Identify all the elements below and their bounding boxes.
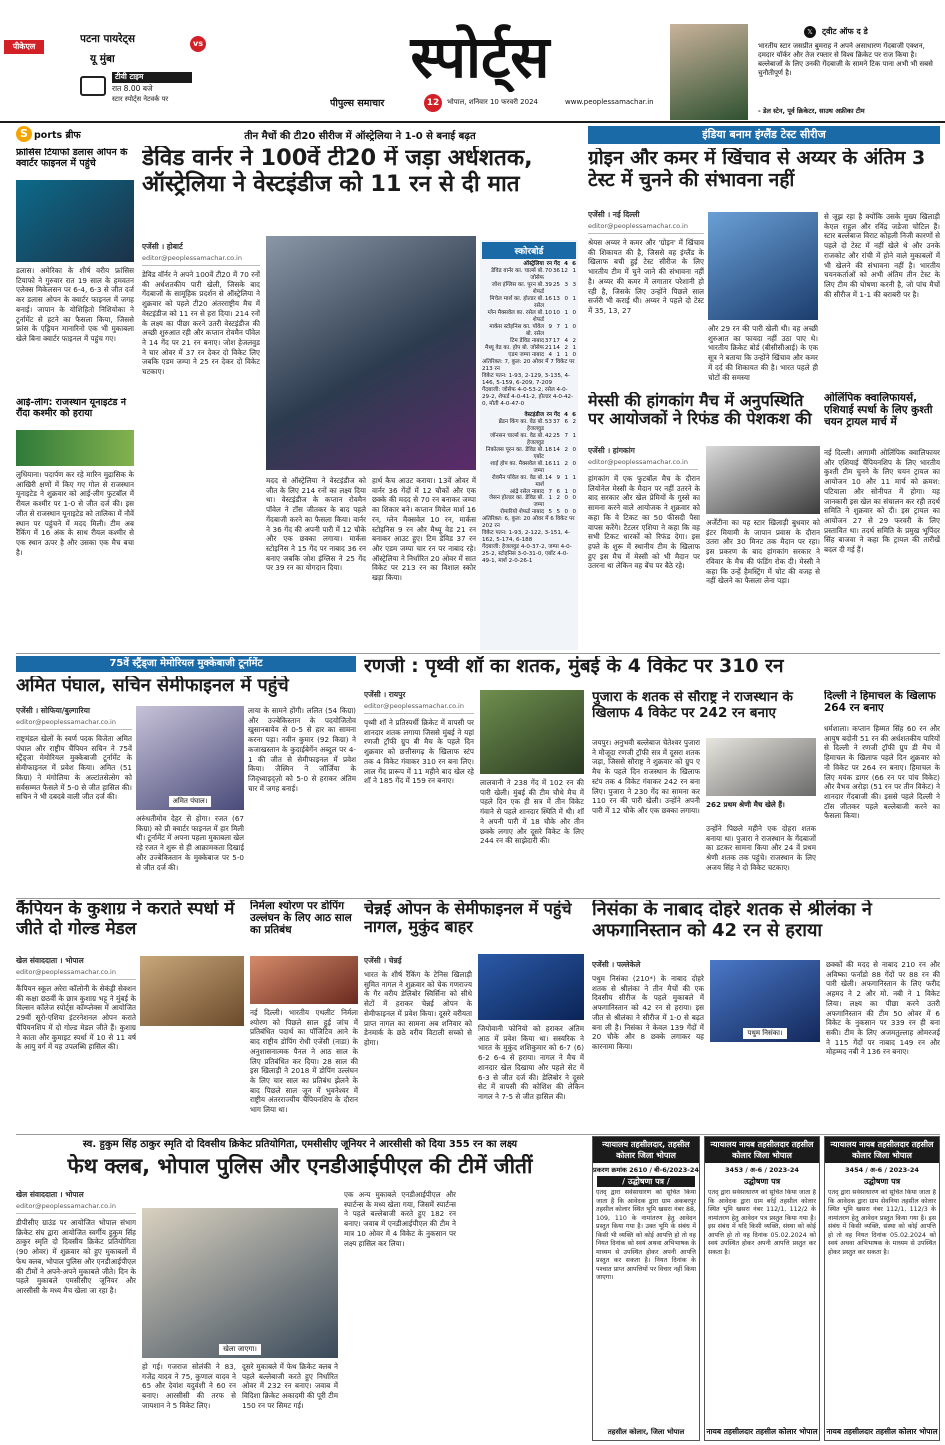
warner-col-3: हार्थ कैच आउट कराया। 13वें ओवर में वार्नर 36 गेंदों में 12 चौकों और एक छक्के की मदद से 70 रन बनाकर जम्पा का शिकार बने। कप्तान मिचेल मार्श 16 रन, ग्लेन मैक्सवेल 10 रन, मार्कस स्टोइनिस 9 रन और मैथ्यू वेड 21 रन बनाकर आउट हुए। टिम डेविड 37 रन और एडम जम्पा चार रन पर नाबाद रहे। ऑस्ट्रेलिया ने निर्धारित 20 ओवर में सात विकेट पर 213 रन का विशाल स्कोर खड़ा किया। bbox=[372, 476, 476, 583]
warner-email: editor@peoplessamachar.co.in bbox=[142, 254, 260, 266]
table-row: शाई होप का. मैक्सवेल बो. जम्पा 16 11 2 0 bbox=[490, 460, 576, 474]
page-number: 12 bbox=[424, 94, 442, 112]
wrestling-story bbox=[824, 392, 940, 650]
iyer-byline: एजेंसी । नई दिल्ली bbox=[588, 210, 640, 219]
messi-story bbox=[588, 392, 820, 650]
boxing-col-2: अरुंधतीमोव देहर से होगा। रजत (67 किग्रा) को प्री क्वार्टर फाइनल में हार मिली थी। टूर्नामेंट में अपना पहला मुकाबला खेल रहे रजत ने शुरू से ही आक्रामकता दिखाई और उज्बेकिस्तान के मुक्केबाज पर 5-0 से जीत दर्ज की। bbox=[136, 814, 244, 872]
notice-1-title: / उद्घोषणा पत्र / bbox=[597, 1176, 695, 1187]
tweet-author: - डेल स्टेन, पूर्व क्रिकेटर, साउथ अफ्रीका टीम bbox=[758, 107, 865, 115]
notice-3-title: उद्घोषणा पत्र bbox=[863, 1177, 901, 1186]
section-title: स्पोर्ट्स bbox=[410, 23, 550, 91]
brief-tag bbox=[16, 126, 134, 144]
club-photo bbox=[142, 1208, 338, 1358]
boxing-col-3: लाया के सामने होंगी। ललित (54 किग्रा) और उज्बेकिस्तान के पदयोजितोव खुसानबायेव से 0-5 से हार का सामना करना पड़ा। नवीन कुमार (92 किग्रा) ने कजाखस्तान के कुदाईबेर्गेन अब्दुल पर 4-1 की जीत से सेमीफाइनल में प्रवेश किया। जैस्मिन ने जॉर्जिया के जिद्ध्वाइद्ज़ो को 5-0 से हराकर अंतिम चार में जगह बनाई। bbox=[248, 706, 356, 793]
panghal-photo bbox=[136, 706, 244, 810]
nissanka-story bbox=[592, 900, 940, 1132]
messi-byline: एजेंसी । हांगकांग bbox=[588, 446, 635, 455]
notice-2-head: न्यायालय नायब तहसीलदार तहसील कोलार जिला भोपाल bbox=[705, 1137, 819, 1163]
ranji-byline: एजेंसी । रायपुर bbox=[364, 690, 406, 699]
boxing-headline: अमित पंघाल, सचिन सेमीफाइनल में पहुंचे bbox=[16, 676, 289, 696]
warner-byline: एजेंसी । होबार्ट bbox=[142, 242, 183, 251]
notice-1-head: न्यायालय तहसीलदार, तहसील कोलार जिला भोपाल bbox=[593, 1137, 699, 1163]
iyer-col-1: श्रेयस अय्यर ने कमर और 'ग्रोइन' में खिंचाव की शिकायत की है, जिससे वह इंग्लैंड के खिलाफ बची हुई टेस्ट सीरीज के लिए भारतीय टीम में चुने जाने की संभावना नहीं है। अय्यर की कमर में लगातार परेशानी हो रही है, जिसके लिए उन्होंने पिछले साल सर्जरी भी कराई थी। अय्यर ने पहले दो टेस्ट में 35, 13, 27 bbox=[588, 238, 704, 316]
table-row: जेसन होल्डर का. डेविड बो. जम्पा 1 2 0 0 bbox=[488, 495, 576, 509]
nirmala-photo bbox=[250, 956, 358, 1004]
club-byline: खेल संवाददाता । भोपाल bbox=[16, 1190, 84, 1199]
panghal-caption: अमित पंघाल। bbox=[169, 796, 212, 807]
karate-email: editor@peoplessamachar.co.in bbox=[16, 968, 136, 980]
warner-col-1: डेविड वॉर्नर ने अपने 100वें टी20 में 70 रनों की अर्धशतकीय पारी खेली, जिसके बाद गेंदबाजों के सामूहिक प्रदर्शन से ऑस्ट्रेलिया ने शुक्रवार को पहले टी20 अंतरराष्ट्रीय मैच में वेस्टइंडीज को 11 रन से हरा दिया। 214 रनों के लक्ष्य का पीछा करने उतरी वेस्टइंडीज की अच्छी शुरुआत रही और कप्तान रोवमैन पॉवेल ने 14 गेंद पर 21 रन बनाए। जोश हेजलवुड ने चार ओवर में 37 रन देकर दो विकेट लिए जबकि एडम जम्पा ने 25 रन देकर दो विकेट चटकाए। bbox=[142, 270, 260, 377]
dateline: भोपाल, शनिवार 10 फरवरी 2024 bbox=[447, 98, 538, 106]
table-row: ग्लेन मैक्सवेल का. रसेल बो. शेफर्ड 10 10 1 0 bbox=[487, 309, 576, 323]
shaw-photo bbox=[480, 690, 584, 774]
scoreboard-rows-2 bbox=[482, 419, 576, 517]
brief-tag-label: ports ब्रीफ bbox=[34, 130, 81, 141]
boxing-banner: 75वें स्ट्रैंड्जा मेमोरियल मुक्केबाजी टूर्नामेंट bbox=[16, 656, 356, 672]
nagal-photo bbox=[478, 954, 584, 1020]
section-divider-2 bbox=[16, 898, 940, 899]
vs-badge: vs bbox=[190, 36, 206, 52]
table-row: रोवमैन पॉवेल का. वेड बो. मार्श 14 9 1 1 bbox=[492, 474, 576, 488]
scoreboard-team-2: वेस्टइंडीज bbox=[524, 411, 544, 418]
boxing-byline: एजेंसी । सोफिया/बुल्गारिया bbox=[16, 706, 90, 715]
sports-brief bbox=[16, 126, 134, 650]
nissanka-caption: पथुम निसंका। bbox=[743, 1028, 786, 1039]
scoreboard-team-1: ऑस्ट्रेलिया bbox=[523, 261, 544, 267]
scoreboard-extras-2: अतिरिक्त: 6, कुल: 20 ओवर में 6 विकेट पर 202 रन bbox=[482, 516, 575, 530]
col-balls: गेंद bbox=[553, 261, 560, 267]
scoreboard-header-1 bbox=[482, 261, 576, 268]
ranji-col-1: पृथ्वी शॉ ने प्रतिस्पर्धी क्रिकेट में वापसी पर शानदार शतक लगाया जिससे मुंबई ने यहां रणजी ट्रॉफी ग्रुप बी मैच के पहले दिन शुक्रवार को छत्तीसगढ़ के खिलाफ स्टंप तक 4 विकेट गंवाकर 310 रन बना लिए। लाल गेंद प्रारूप में 11 महीने बाद खेल रहे शॉ ने 185 गेंद में 159 रन बनाए। bbox=[364, 718, 474, 786]
chennai-headline: चेन्नई ओपन के सेमीफाइनल में पहुंचे नागल, मुकुंद बाहर bbox=[364, 900, 572, 937]
doping-text: नई दिल्ली। भारतीय एथलीट निर्मला श्योरण को पिछले साल हुई जांच में प्रतिबंधित पदार्थ का पॉजिटिव आने के बाद राष्ट्रीय डोपिंग रोधी एजेंसी (नाडा) के अनुशासनात्मक पैनल ने आठ साल के लिए प्रतिबंधित कर दिया। 28 साल की इस खिलाड़ी ने 2018 में डोपिंग उल्लंघन के लिए चार साल का प्रतिबंध झेलने के बाद पिछले साल जून में भुवनेश्वर में राष्ट्रीय अंतरराज्यीय चैंपियनशिप के दौरान भाग लिया था। bbox=[250, 1008, 358, 1115]
table-row: टिम डेविड नाबाद 37 17 4 2 bbox=[510, 337, 576, 344]
messi-col-2: अर्जेंटीना का यह स्टार खिलाड़ी बुधवार को इंटर मियामी के जापान प्रवास के दौरान उतरा और 30 मिनट तक मैदान पर रहा। इस प्रकरण के बाद हांगकांग सरकार ने रविवार के मैच की फंडिंग रोक दी। मेस्सी ने कहा कि उन्हें हैमस्ट्रिंग में चोट की वजह से नहीं खेलने का फैसला लेना पड़ा। bbox=[706, 518, 820, 586]
wrestling-text: नई दिल्ली। आगामी ओलिंपिक क्वालिफायर और एशियाई चैंपियनशिप के लिए भारतीय कुश्ती टीम चुनने के लिए चयन ट्रायल का आयोजन 10 और 11 मार्च को क्रमश: पटियाला और सोनीपत में होगा। यह जानकारी इस खेल का संचालन कर रही तदर्थ समिति ने शुक्रवार को दी। इस ट्रायल का आयोजन 27 से 29 फरवरी के लिए प्रस्तावित था। तदर्थ समिति के प्रमुख भूपिंदर सिंह बाजवा ने कहा कि ट्रायल की तारीखें बदल दी गई हैं। bbox=[824, 448, 940, 555]
pujara-col-1: जयपुर। अनुभवी बल्लेबाज चेतेश्वर पुजारा ने मौजूदा रणजी ट्रॉफी सत्र में दूसरा शतक जड़ा, जिससे सौराष्ट्र ने शुक्रवार को ग्रुप ए मैच के पहले दिन राजस्थान के खिलाफ स्टंप तक 4 विकेट गंवाकर 242 रन बना लिए। पुजारा ने 230 गेंद का सामना कर 110 रन की पारी खेली। उन्होंने अपनी पारी में 12 चौके और एक छक्का लगाया। bbox=[592, 738, 700, 816]
warner-kicker: तीन मैचों की टी20 सीरीज में ऑस्ट्रेलिया ने 1-0 से बनाई बढ़त bbox=[244, 131, 476, 142]
chennai-col-2: जियोवानी फोनियो को हराकर अंतिम आठ में प्रवेश किया था। सस्यरिक ने भारत के मुकुंद शशिकुमार को 6-7 (6) 6-2 6-4 से हराया। नागल ने मैच में शानदार खेल दिखाया और पहले सेट में 6-3 से जीत दर्ज की। डेलिबोर ने दूसरे सेट में वापसी की कोशिश की लेकिन नागल ने 7-5 से जीत हासिल की। bbox=[478, 1024, 584, 1102]
notice-2-case: 3453 / अ-6 / 2023-24 bbox=[725, 1166, 799, 1174]
nissanka-col-1: पथुम निसंका (210*) के नाबाद दोहरे शतक से श्रीलंका ने तीन मैचों की एक दिवसीय सीरीज के पहले मुकाबले में अफगानिस्तान को 42 रन से हराया। इस जीत से श्रीलंका ने सीरीज में 1-0 से बढ़त बना ली है। निसंका ने केवल 139 गेंदों में 20 चौके और 8 छक्के लगाकर यह कारनामा किया। bbox=[592, 974, 704, 1052]
col-fours: 4 bbox=[564, 261, 568, 267]
notice-3-text: एतद् द्वारा सर्वसाधारण को सूचित किया जाता है कि आवेदक द्वारा ग्राम सेवनिया तहसील कोलार स्थित भूमि खसरा नंबर 112/1, 112/3 के नामांतरण हेतु आवेदन प्रस्तुत किया गया है। इस संबंध में किसी व्यक्ति, संस्था को कोई आपत्ति हो तो वह नियत दिनांक 05.02.2024 को स्वयं अथवा अभिभाषक के माध्यम से उपस्थित होकर प्रस्तुत कर सकता है। bbox=[828, 1189, 936, 1256]
table-row: एडम जम्पा नाबाद 4 1 1 0 bbox=[508, 351, 576, 358]
x-icon: 𝕏 bbox=[804, 26, 816, 38]
pkl-team2: यू मुंबा bbox=[90, 53, 115, 65]
karate-headline: कैंपियन के कुशाग्र ने कराते स्पर्धा में जीते दो गोल्ड मेडल bbox=[16, 900, 235, 939]
tv-icon bbox=[80, 76, 106, 96]
col-runs: रन bbox=[546, 261, 552, 267]
notice-1-text: एतद् द्वारा सर्वसाधारण को सूचित किया जाता है कि आवेदक द्वारा ग्राम अकबरपुर तहसील कोलार स्थित भूमि खसरा नंबर 88, 109, 110 के नामांतरण हेतु आवेदन प्रस्तुत किया गया है। उक्त भूमि के संबंध में किसी भी व्यक्ति को कोई आपत्ति हो तो वह नियत दिनांक को स्वयं अथवा अभिभाषक के माध्यम से उपस्थित होकर अपनी आपत्ति प्रस्तुत कर सकता है। नियत दिनांक के पश्चात प्राप्त आपत्तियों पर विचार नहीं किया जाएगा। bbox=[596, 1189, 696, 1281]
section-divider-1 bbox=[16, 653, 940, 654]
club-headline: फेथ क्लब, भोपाल पुलिस और एनडीआईपीएल की टीमें जीतीं bbox=[67, 1154, 533, 1178]
scoreboard-title: स्कोरबोर्ड bbox=[482, 242, 576, 259]
table-row: डेविड वार्नर का. चार्ल्स बो. जोसेफ 70 36 12 1 bbox=[491, 267, 576, 281]
ranji-headline: रणजी : पृथ्वी शॉ का शतक, मुंबई के 4 विकेट पर 310 रन bbox=[364, 656, 784, 677]
table-row: आंद्रे रसेल नाबाद 7 6 1 0 bbox=[509, 488, 576, 495]
notice-3-case: 3454 / अ-6 / 2023-24 bbox=[845, 1166, 919, 1174]
boxing-col-1: राष्ट्रमंडल खेलों के स्वर्ण पदक विजेता अमित पंघाल और राष्ट्रीय चैंपियन सचिन ने 75वें स्ट्रैंड्जा मेमोरियल मुक्केबाजी टूर्नामेंट के सेमीफाइनल में प्रवेश किया। अमित (51 किग्रा) ने मंगोलिया के अल्टांतसेत्सेग को सर्वसम्मत फैसले में 5-0 से जीत हासिल की। सचिन ने भी दबदबे वाली जीत दर्ज की। bbox=[16, 734, 132, 802]
messi-email: editor@peoplessamachar.co.in bbox=[588, 458, 698, 470]
club-email: editor@peoplessamachar.co.in bbox=[16, 1202, 136, 1214]
website: www.peoplessamachar.in bbox=[565, 98, 654, 106]
table-row: जॉनसन चार्ल्स का. वेड बो. हेजलवुड 42 25 7 1 bbox=[489, 432, 576, 446]
nissanka-headline: निसंका के नाबाद दोहरे शतक से श्रीलंका ने अफगानिस्तान को 42 रन से हराया bbox=[592, 900, 872, 941]
table-row: रोमारियो शेफर्ड नाबाद 5 5 0 0 bbox=[500, 509, 576, 516]
ranji-story bbox=[364, 656, 940, 684]
club-col-1: डीपीसीए ग्राउंड पर आयोजित भोपाल संभाग क्रिकेट संघ द्वारा आयोजित स्वर्गीय हुकुम सिंह ठाकुर स्मृति दो दिवसीय क्रिकेट प्रतियोगिता (90 ओवर) में शुक्रवार को हुए मुकाबलों में फेथ क्लब, भोपाल पुलिस और एनडीआईपीएल की टीमों ने अपने-अपने मुकाबले जीते। दिन के पहले मुकाबले एमसीसीए जूनियर और आरसीसी के मध्य मैच खेला जा रहा है। bbox=[16, 1218, 136, 1296]
club-col-4: एक अन्य मुकाबले एनडीआईपीएल और स्पार्टन्स के मध्य खेला गया, जिसमें स्पार्टन्स ने पहले बल्लेबाजी करते हुए 182 रन बनाए। जवाब में एनडीआईपीएल की टीम ने मात्र 10 ओवर में 4 विकेट के नुकसान पर लक्ष्य हासिल कर लिया। bbox=[344, 1190, 456, 1248]
tv-channel: स्टार स्पोर्ट्स नेटवर्क पर bbox=[112, 95, 169, 103]
scoreboard-rows-1 bbox=[482, 268, 576, 359]
table-row: ब्रेंडन किंग का. वेड बो. हेजलवुड 53 37 6 2 bbox=[498, 418, 576, 432]
ranji-email: editor@peoplessamachar.co.in bbox=[364, 702, 474, 714]
chennai-byline: एजेंसी । चेन्नई bbox=[364, 956, 402, 965]
karate-photo bbox=[140, 956, 244, 1026]
tv-time: रात 8.00 बजे bbox=[112, 84, 153, 93]
brief-s-badge: S bbox=[16, 126, 32, 142]
club-photo-caption: खेला जाएगा। bbox=[219, 1344, 261, 1355]
club-cricket-story bbox=[16, 1136, 584, 1441]
nissanka-col-2: छक्कों की मदद से नाबाद 210 रन और अविष्का फर्नांडो 88 गेंदों पर 88 रन की पारी खेली। अफगानिस्तान के लिए फरीद अहमद ने 2 और मो. नबी ने 1 विकेट लिया। लक्ष्य का पीछा करने उतरी अफगानिस्तान की टीम 50 ओवर में 6 विकेट के नुकसान पर 339 रन ही बना सकी। टीम के लिए अजमतुल्लाह ओमरजई ने 115 गेंदों पर नाबाद 149 रन और मोहम्मद नबी ने 136 रन बनाए। bbox=[826, 960, 940, 1057]
iyer-banner: इंडिया बनाम इंग्लैंड टेस्ट सीरीज bbox=[588, 126, 940, 144]
brief-headline-1: फ्रांसिस टियाफो डलास ओपन के क्वार्टर फाइनल में पहुंचे bbox=[16, 148, 128, 169]
tv-time-label: टीवी टाइम bbox=[112, 72, 192, 83]
pujara-story bbox=[592, 690, 816, 896]
warner-headline: डेविड वार्नर ने 100वें टी20 में जड़ा अर्धशतक, ऑस्ट्रेलिया ने वेस्टइंडीज को 11 रन से दी मात bbox=[142, 146, 533, 197]
tiafoe-photo bbox=[16, 180, 134, 262]
delhi-story bbox=[824, 690, 940, 896]
section-divider-3 bbox=[16, 1134, 940, 1135]
tweet-text: भारतीय स्टार जसप्रीत बुमराह ने अपने असाधारण गेंदबाजी एक्शन, दमदार यॉर्कर और तेज रफ्तार से विश्व क्रिकेट पर राज किया है। बल्लेबाजों के लिए उनकी गेंदबाजी के सामने टिक पाना अभी भी सबसे चुनौतीपूर्ण है। bbox=[758, 42, 933, 78]
wrestling-headline: ओलिंपिक क्वालिफायर्स, एशियाई स्पर्धा के लिए कुश्ती चयन ट्रायल मार्च में bbox=[824, 392, 933, 429]
notice-2 bbox=[704, 1136, 820, 1441]
club-kicker: स्व. हुकुम सिंह ठाकुर स्मृति दो दिवसीय क्रिकेट प्रतियोगिता, एमसीसीए जूनियर ने आरसीसी को दिया 355 रन का लक्ष्य bbox=[82, 1139, 518, 1150]
scoreboard-fow-1: विकेट पतन: 1-93, 2-129, 3-135, 4-146, 5-159, 6-209, 7-209 bbox=[482, 372, 571, 386]
pkl-team1: पटना पायरेट्स bbox=[80, 33, 135, 45]
table-row: मैथ्यू वेड का. होप बो. जोसेफ 21 14 2 1 bbox=[485, 344, 576, 351]
messi-headline: मेस्सी की हांगकांग मैच में अनुपस्थिति पर आयोजकों ने रिफंड की पेशकश की bbox=[588, 392, 812, 429]
messi-col-1: हांगकांग में एक फुटबॉल मैच के दौरान लियोनेल मेस्सी के मैदान पर नहीं उतरने के बाद सरकार और खेल प्रेमियों के गुस्से का सामना करने वाले आयोजक ने शुक्रवार को कहा कि वे टिकट का 50 फीसदी पैसा वापस करेंगे। टैटलर एशिया ने कहा कि वह सभी टिकट धारकों को रिफंड देगा। इस हफ्ते के शुरू में स्थानीय टीम के खिलाफ हुए इस मैच में मेस्सी को भी मैदान पर उतरना था लेकिन वह बेंच पर बैठे रहे। bbox=[588, 474, 700, 571]
warner-photo bbox=[266, 236, 476, 470]
notice-3-sign: नायब तहसीलदार तहसील कोलार भोपाल bbox=[826, 1427, 938, 1436]
football-photo bbox=[16, 430, 134, 466]
scoreboard-extras-1: अतिरिक्त: 7, कुल: 20 ओवर में 7 विकेट पर 213 रन bbox=[482, 358, 575, 372]
iyer-headline: ग्रोइन और कमर में खिंचाव से अय्यर के अंतिम 3 टेस्ट में चुनने की संभावना नहीं bbox=[588, 148, 926, 191]
warner-story bbox=[142, 126, 578, 650]
ranji-col-2: लालवानी ने 238 गेंद में 102 रन की पारी खेली। मुंबई की टीम चौथे मैच में पहले दिन एक ही सत्र में तीन विकेट गंवाने से पहले शानदार स्थिति में थी। शॉ ने अपनी पारी में 18 चौके और तीन छक्के लगाए और दूसरे विकेट के लिए 244 रन की साझेदारी की। bbox=[480, 778, 584, 846]
doping-story bbox=[250, 900, 358, 1132]
notice-3 bbox=[824, 1136, 940, 1441]
pkl-box bbox=[0, 0, 230, 110]
iyer-photo bbox=[708, 212, 818, 320]
notice-1-case: प्रकरण क्रमांक 2610 / बी-6/2023-24 bbox=[593, 1166, 699, 1174]
club-col-3: दूसरे मुकाबले में फेथ क्रिकेट क्लब ने पहले बल्लेबाजी करते हुए निर्धारित ओवर में 232 रन बनाए। जवाब में विदिशा क्रिकेट अकादमी की पूरी टीम 150 रन पर सिमट गई। bbox=[242, 1362, 338, 1410]
notice-3-head: न्यायालय नायब तहसीलदार तहसील कोलार जिला भोपाल bbox=[825, 1137, 939, 1163]
tweet-box bbox=[668, 24, 943, 120]
nissanka-photo bbox=[710, 960, 820, 1042]
messi-photo bbox=[706, 446, 820, 514]
table-row: मिचेल मार्श का. होल्डर बो. रसेल 16 13 0 1 bbox=[489, 295, 576, 309]
chennai-col-1: भारत के शीर्ष रैंकिंग के टेनिस खिलाड़ी सुमित नागल ने शुक्रवार को चेक गणराज्य के गैर वरीय डेलिबोर स्विर्सिना को सीधे सेटों में हराकर चेन्नई ओपन के सेमीफाइनल में प्रवेश किया। दूसरे वरीयता प्राप्त नागल का सामना अब शनिवार को डेनमार्क के छठे वरीय विटाली सच्को से होगा। bbox=[364, 970, 472, 1048]
delhi-text: धर्मशाला। कप्तान हिम्मत सिंह 60 रन और आयुष बदोनी 51 रन की अर्धशतकीय पारियों से दिल्ली ने रणजी ट्रॉफी ग्रुप डी मैच में हिमाचल के खिलाफ पहले दिन शुक्रवार को नौ विकेट पर 264 रन बनाए। हिमाचल के लिए मयंक डागर (66 रन पर पांच विकेट) और वैभव अरोड़ा (51 रन पर तीन विकेट) ने शानदार गेंदबाजी की। इससे पहले दिल्ली ने टॉस जीतकर पहले बल्लेबाजी करने का फैसला किया। bbox=[824, 724, 940, 821]
iyer-col-3: से जूझ रहा है क्योंकि उसके मुख्य खिलाड़ी केएल राहुल और रविंद्र जडेजा चोटिल हैं। स्टार बल्लेबाज विराट कोहली निजी कारणों से पहले दो टेस्ट में नहीं खेले थे और उनके राजकोट और रांची में होने वाले मुकाबलों में भी खेलने की संभावना नहीं है। भारतीय चयनकर्ताओं को अभी अंतिम तीन टेस्ट के लिए टीम की घोषणा करनी है, जो पांच मैचों की सीरीज में 1-1 की बराबरी पर है। bbox=[824, 212, 940, 299]
pujara-col-2: उन्होंने पिछले महीने एक दोहरा शतक बनाया था। पुजारा ने राजस्थान के गेंदबाजों का डटकर सामना किया और 24 वें प्रथम श्रेणी शतक तक पहुंचे। राजस्थान के लिए अजय सिंह ने दो विकेट चटकाए। bbox=[706, 824, 816, 872]
brief-text-2: लुधियाना। पदार्पण कर रहे मारिन मुद्रासिक के आखिरी क्षणों में किए गए गोल से राजस्थान यूनाइटेड ने शुक्रवार को आई-लीग फुटबॉल में रीयल कश्मीर पर 1-0 से जीत दर्ज की। इस जीत से राजस्थान यूनाइटेड को तालिका में नौवें स्थान पर पहुंचने में मदद मिली। टीम अब रैंकिंग में 16 अंक के साथ रीयल कश्मीर से एक स्थान ऊपर है और उसका एक मैच बचा है। bbox=[16, 470, 134, 557]
brief-headline-2: आई-लीग: राजस्थान यूनाइटेड ने रौंदा कश्मीर को हराया bbox=[16, 398, 127, 419]
scoreboard-bowling-2: गेंदबाजी: हेजलवुड 4-0-37-2, जम्पा 4-0-25-2, स्टोइनिस 3-0-31-0, एबॉट 4-0-49-1, मार्श 2-0-26-1 bbox=[482, 544, 572, 565]
boxing-story bbox=[16, 656, 356, 896]
notice-1 bbox=[592, 1136, 700, 1441]
pkl-league-badge: पीकेएल bbox=[4, 40, 44, 54]
nissanka-byline: एजेंसी । पल्लेकेले bbox=[592, 960, 641, 969]
doping-headline: निर्मला श्योरण पर डोपिंग उल्लंघन के लिए आठ साल का प्रतिबंध bbox=[250, 900, 352, 937]
brief-text-1: डलास। अमेरिका के शीर्ष वरीय फ्रांसिस टियाफो ने गुरुवार रात 19 साल के हमवतन एलेक्स मिकेलसन पर 6-4, 6-3 से जीत दर्ज कर डलास ओपन के क्वार्टर फाइनल में जगह बनाई। जापान के योशिहितो निशियोका ने टूर्नामेंट से हटने का फैसला किया, जिससे फ्रांस के एड्रियन मानारिनो एक भी मुकाबला खेले बिना क्वार्टर फाइनल में पहुंच गए। bbox=[16, 266, 134, 344]
iyer-email: editor@peoplessamachar.co.in bbox=[588, 222, 704, 234]
iyer-story bbox=[588, 126, 940, 391]
karate-story bbox=[16, 900, 244, 1132]
dale-steyn-photo bbox=[670, 24, 748, 120]
paper-name: पीपुल्स समाचार bbox=[330, 98, 385, 109]
notice-1-sign: तहसील कोलार, जिला भोपाल bbox=[607, 1428, 685, 1436]
scoreboard-bowling-1: गेंदबाजी: जोसेफ 4-0-53-2, रसेल 4-0-29-2, शेफर्ड 4-0-41-2, होल्डर 4-0-42-0, मोती 4-0-47-0 bbox=[482, 386, 574, 407]
scoreboard-header-2: वेस्टइंडीज रन गेंद 4 6 bbox=[482, 412, 576, 419]
notice-2-text: एतद् द्वारा सर्वसाधारण को सूचित किया जाता है कि आवेदक द्वारा ग्राम बर्रई तहसील कोलार स्थित भूमि खसरा नंबर 112/1, 112/2 के नामांतरण हेतु आवेदन पत्र प्रस्तुत किया गया है। इस संबंध में यदि किसी व्यक्ति, संस्था को कोई आपत्ति हो तो वह दिनांक 05.02.2024 को स्वयं उपस्थित होकर अपनी आपत्ति प्रस्तुत कर सकता है। bbox=[708, 1189, 816, 1256]
pujara-headline: पुजारा के शतक से सौराष्ट्र ने राजस्थान के खिलाफ 4 विकेट पर 242 रन बनाए bbox=[592, 690, 793, 721]
pujara-photo bbox=[706, 738, 816, 796]
notice-2-sign: नायब तहसीलदार तहसील कोलार भोपाल bbox=[706, 1427, 818, 1436]
table-row: निकोलस पूरन का. डेविड बो. एबॉट 18 14 2 0 bbox=[485, 446, 576, 460]
iyer-col-2: और 29 रन की पारी खेली थी। वह अच्छी शुरुआत का फायदा नहीं उठा पाए थे। भारतीय क्रिकेट बोर्ड (बीसीसीआई) के एक सूत्र ने बताया कि उन्होंने खिंचाव और कमर में दर्द की शिकायत की है। भारत पहले ही चोटों की समस्या bbox=[708, 324, 818, 382]
club-col-2: हो गई। गजराज सोलंकी ने 83, गजेंद्र यादव ने 75, कुणाल यादव ने 65 और देवांश यदुवंशी ने 60 रन बनाए। आरसीसी की तरफ से जायशान ने 5 विकेट लिए। bbox=[142, 1362, 236, 1410]
scoreboard-fow-2: विकेट पतन: 1-93, 2-122, 3-151, 4-162, 5-174, 6-188 bbox=[482, 530, 571, 544]
boxing-email: editor@peoplessamachar.co.in bbox=[16, 718, 132, 730]
masthead-rule bbox=[0, 121, 945, 123]
chennai-story bbox=[364, 900, 584, 1132]
tweet-label: ट्वीट ऑफ द डे bbox=[822, 27, 868, 36]
pujara-caption: 262 प्रथम श्रेणी मैच खेले हैं। bbox=[706, 800, 785, 809]
karate-byline: खेल संवाददाता । भोपाल bbox=[16, 956, 84, 965]
col-sixes: 6 bbox=[572, 261, 576, 267]
warner-col-2: मदद से ऑस्ट्रेलिया ने वेस्टइंडीज को जीत के लिए 214 रनों का लक्ष्य दिया था। वेस्टइंडीज के कप्तान रोवमैन पॉवेल ने टॉस जीतकर के बाद पहले गेंदबाजी करने का फैसला किया। वार्नर ने 36 गेंद की अपनी पारी में 12 चौके और एक छक्का लगाया। मार्कस स्टोइनिस ने 15 गेंद पर नाबाद 36 रन बनाए जबकि जोश इंग्लिस ने 25 गेंद पर 39 रन का योगदान दिया। bbox=[266, 476, 366, 573]
notice-2-title: उद्घोषणा पत्र bbox=[743, 1177, 781, 1186]
table-row: मार्कस स्टोइनिस का. पॉवेल बो. रसेल 9 7 1 0 bbox=[489, 323, 576, 337]
delhi-headline: दिल्ली ने हिमाचल के खिलाफ 264 रन बनाए bbox=[824, 690, 936, 715]
karate-text: कैंपियन स्कूल अरेरा कॉलोनी के सेकंड्री सेक्शन की कक्षा छठवीं के छात्र कुशाग्र भट्ट ने मुंबई के विल्सन कॉलेज स्पोर्ट्स कॉम्प्लेक्स में आयोजित 29वीं सूरो-एशिया इंटरनेशनल ओपन कराते चैंपियनशिप में दो गोल्ड मेडल जीते हैं। कुशाग्र ने काता और कुमाइट स्पर्धा में 10 से 11 वर्ष के आयु वर्ग में यह उपलब्धि हासिल की। bbox=[16, 984, 136, 1052]
scoreboard bbox=[480, 240, 578, 650]
table-row: जोश इंग्लिस का. पूरन बो. शेफर्ड 39 25 3 3 bbox=[491, 281, 576, 295]
